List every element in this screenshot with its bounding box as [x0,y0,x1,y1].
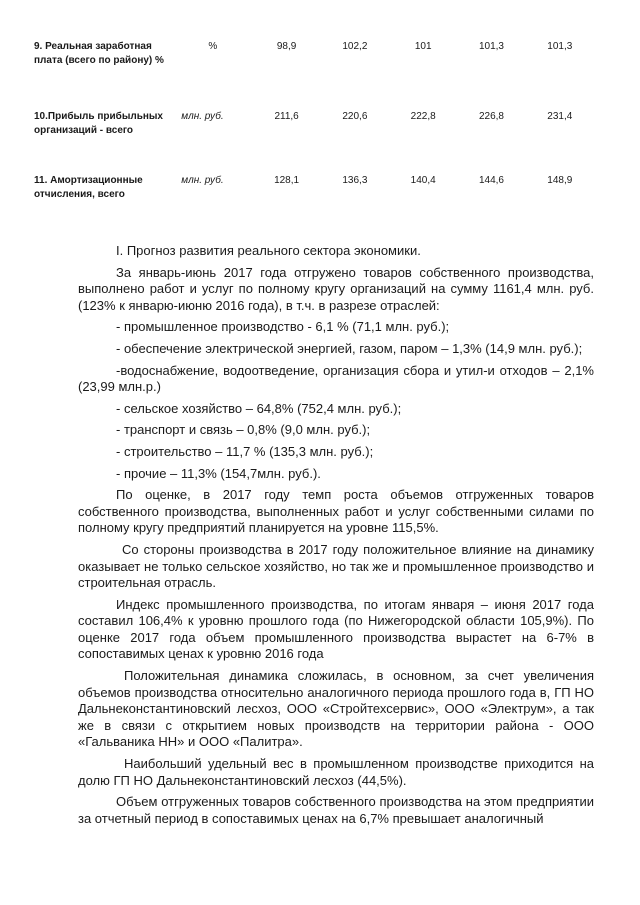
indicator-name: 11. Амортизационные отчисления, всего [34,175,143,200]
indicator-value: 231,4 [547,111,573,122]
indicator-value: 102,2 [342,41,368,52]
indicator-value: 222,8 [410,111,436,122]
list-item: - строительство – 11,7 % (135,3 млн. руб.); [116,443,374,459]
section-heading: I. Прогноз развития реального сектора экономики. [116,243,421,258]
indicator-value: 140,4 [410,175,436,186]
indicator-value: 98,9 [276,41,297,52]
paragraph: Положительная динамика сложилась, в основном, за счет увеличения объемов производства относительно аналогичного периода прошлого года в, ГП НО Дальнеконстантиновский лесхоз, ООО «Стройтехсервис», ООО «Электрум», а так же в связи с открытием новых производств на территории района - ООО «Гальваника НН» и ООО «Палитра». [78,668,594,750]
indicator-unit: % [208,41,218,52]
table-row [34,110,594,174]
list-item: - сельское хозяйство – 64,8% (752,4 млн. руб.); [116,400,402,416]
paragraph: За январь-июнь 2017 года отгружено товаров собственного производства, выполнено работ и услуг по полному кругу организаций на сумму 1161,4 млн. руб. (123% к январю-июню 2016 года), в т.ч. в разрезе отраслей: [78,264,594,313]
indicator-value: 136,3 [342,175,368,186]
paragraph: Наибольший удельный вес в промышленном производстве приходится на долю ГП НО Дальнеконстантиновский лесхоз (44,5%). [78,756,594,788]
list-item: - обеспечение электрической энергией, газом, паром – 1,3% (14,9 млн. руб.); [116,340,583,356]
paragraph: Со стороны производства в 2017 году положительное влияние на динамику оказывает не только сельское хозяйство, но так же и промышленное производство и строительная отрасль. [78,541,594,591]
indicator-name: 9. Реальная заработная плата (всего по району) % [34,41,164,66]
indicator-unit: млн. руб. [181,111,224,122]
indicator-value: 101,3 [478,41,504,52]
table-row [34,174,594,214]
paragraph: По оценке, в 2017 году темп роста объемов отгруженных товаров собственного производства, выполненных работ и услуг собственными силами по полному кругу предприятий планируется на уровне 115,5%. [78,487,594,536]
indicator-value: 220,6 [342,111,368,122]
indicator-value: 144,6 [478,175,504,186]
list-item: - промышленное производство - 6,1 % (71,1 млн. руб.); [116,319,450,335]
indicators-table [34,40,594,214]
indicator-unit: млн. руб. [181,175,224,186]
indicator-value: 101 [414,41,432,52]
paragraph: Индекс промышленного производства, по итогам января – июня 2017 года составил 106,4% к уровню прошлого года (по Нижегородской области 105,9%). По оценке 2017 года объем промышленного производства вырастет на 6-7% в сопоставимых ценах к уровню 2016 года [78,596,594,662]
indicator-value: 128,1 [274,175,300,186]
table-row [34,40,594,110]
indicator-name: 10.Прибыль прибыльных организаций - всего [34,111,163,136]
document-body [78,243,594,832]
indicator-value: 148,9 [547,175,573,186]
indicator-value: 211,6 [274,111,299,122]
list-item: -водоснабжение, водоотведение, организация сбора и утил-и отходов – 2,1% (23,99 млн.р.) [78,362,594,395]
indicator-value: 101,3 [547,41,573,52]
indicator-value: 226,8 [478,111,504,122]
list-item: - прочие – 11,3% (154,7млн. руб.). [116,465,321,481]
list-item: - транспорт и связь – 0,8% (9,0 млн. руб.); [116,422,371,438]
paragraph: Объем отгруженных товаров собственного производства на этом предприятии за отчетный период в сопоставимых ценах на 6,7% превышает аналогичный [78,794,594,826]
